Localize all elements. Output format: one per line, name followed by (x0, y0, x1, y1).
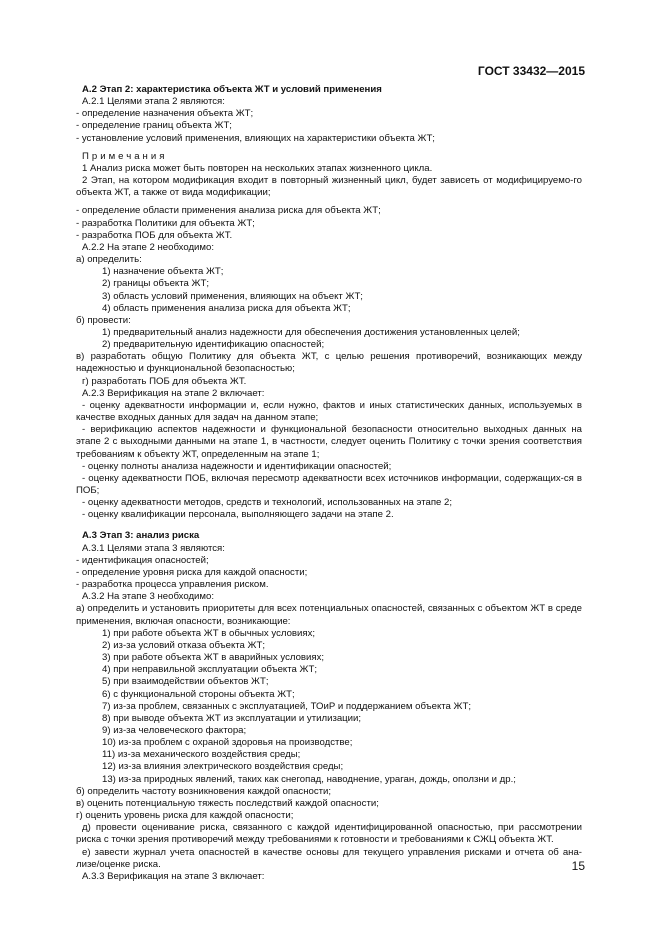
list-item: - разработка ПОБ для объекта ЖТ. (76, 229, 233, 241)
document-body (76, 84, 582, 883)
note: 2 Этап, на котором модификация входит в повторный жизненный цикл, будет зависеть от модифицируемо-го объекта ЖТ, а также от вида модификации; (76, 175, 582, 199)
list-item: - оценку полноты анализа надежности и идентификации опасностей; (82, 460, 392, 472)
list-item: - разработка Политики для объекта ЖТ; (76, 217, 255, 229)
list-item: б) провести: (76, 314, 131, 326)
list-item: 2) из-за условий отказа объекта ЖТ; (102, 639, 266, 651)
list-item: - установление условий применения, влияющих на характеристики объекта ЖТ; (76, 132, 435, 144)
note-heading: Примечания (82, 150, 168, 162)
list-item: 1) назначение объекта ЖТ; (102, 266, 224, 278)
list-item: - определение области применения анализа риска для объекта ЖТ; (76, 205, 381, 217)
list-item: 2) границы объекта ЖТ; (102, 278, 210, 290)
list-item: 4) при неправильной эксплуатации объекта ЖТ; (102, 664, 317, 676)
list-item: 9) из-за человеческого фактора; (102, 724, 247, 736)
list-item: 3) при работе объекта ЖТ в аварийных условиях; (102, 652, 325, 664)
paragraph: А.3.2 На этапе 3 необходимо: (82, 591, 215, 603)
list-item: - определение уровня риска для каждой опасности; (76, 566, 308, 578)
list-item: 12) из-за влияния электрического воздействия среды; (102, 761, 344, 773)
list-item: г) оценить уровень риска для каждой опасности; (76, 810, 294, 822)
list-item: 5) при взаимодействии объектов ЖТ; (102, 676, 269, 688)
list-item: д) провести оценивание риска, связанного с каждой идентифицированной опасностью, при рассмотрении риска с точки зрения противоречий между требованиями к готовности и требованиями к СЖЦ объекта ЖТ. (76, 822, 582, 846)
list-item: б) определить частоту возникновения каждой опасности; (76, 785, 332, 797)
list-item: 11) из-за механического воздействия среды; (102, 749, 301, 761)
list-item: а) определить: (76, 254, 142, 266)
page-number: 15 (571, 859, 585, 873)
list-item: - оценку адекватности методов, средств и технологий, использованных на этапе 2; (82, 497, 453, 509)
list-item: - оценку адекватности ПОБ, включая пересмотр адекватности всех источников информации, содержащих-ся в ПОБ; (76, 472, 582, 496)
list-item: в) оценить потенциальную тяжесть последствий каждой опасности; (76, 797, 379, 809)
note: 1 Анализ риска может быть повторен на нескольких этапах жизненного цикла. (82, 162, 433, 174)
list-item: 6) с функциональной стороны объекта ЖТ; (102, 688, 295, 700)
paragraph: А.3.1 Целями этапа 3 являются: (82, 542, 225, 554)
list-item: 8) при выводе объекта ЖТ из эксплуатации и утилизации; (102, 712, 362, 724)
list-item: г) разработать ПОБ для объекта ЖТ. (82, 375, 247, 387)
list-item: 2) предварительную идентификацию опасностей; (102, 339, 325, 351)
list-item: - определение назначения объекта ЖТ; (76, 108, 254, 120)
section-a2-heading: А.2 Этап 2: характеристика объекта ЖТ и условий применения (82, 84, 382, 95)
section-a3-heading: А.3 Этап 3: анализ риска (82, 530, 200, 542)
list-item: - идентификация опасностей; (76, 554, 209, 566)
list-item: 7) из-за проблем, связанных с эксплуатацией, ТОиР и поддержанием объекта ЖТ; (102, 700, 472, 712)
paragraph: А.2.3 Верификация на этапе 2 включает: (82, 387, 265, 399)
paragraph: а) определить и установить приоритеты для всех потенциальных опасностей, связанных с объектом ЖТ в среде применения, включая опасности, возникающие: (76, 603, 582, 627)
list-item: - определение границ объекта ЖТ; (76, 120, 232, 132)
paragraph: А.3.3 Верификация на этапе 3 включает: (82, 870, 265, 882)
list-item: 1) при работе объекта ЖТ в обычных условиях; (102, 627, 316, 639)
list-item: 10) из-за проблем с охраной здоровья на производстве; (102, 737, 353, 749)
list-item: - оценку квалификации персонала, выполняющего задачи на этапе 2. (82, 509, 394, 521)
list-item: 4) область применения анализа риска для объекта ЖТ; (102, 302, 351, 314)
list-item: - верификацию аспектов надежности и функциональной безопасности относительно выходных данных на этапе 2 с выходными данными на этапе 1, в частности, следует оценить Политику с точки зрения соответствия требованиям к объекту ЖТ, определенным на этапе 1; (76, 424, 582, 460)
list-item: е) завести журнал учета опасностей в качестве основы для текущего управления рисками и отчета об ана-лизе/оценке риска. (76, 846, 582, 870)
standard-header: ГОСТ 33432—2015 (477, 64, 585, 78)
list-item: - оценку адекватности информации и, если нужно, фактов и иных статистических данных, используемых в качестве входных данных для задач на данном этапе; (76, 399, 582, 424)
paragraph: в) разработать общую Политику для объекта ЖТ, с целью решения противоречий, возникающих между надежностью и функциональной безопасностью; (76, 351, 582, 375)
list-item: 3) область условий применения, влияющих на объект ЖТ; (102, 290, 363, 302)
list-item: 1) предварительный анализ надежности для обеспечения достижения установленных целей; (102, 326, 520, 338)
list-item: - разработка процесса управления риском. (76, 579, 269, 591)
paragraph: А.2.2 На этапе 2 необходимо: (82, 241, 215, 253)
list-item: 13) из-за природных явлений, таких как снегопад, наводнение, ураган, дождь, оползни и др.; (102, 773, 516, 785)
paragraph: А.2.1 Целями этапа 2 являются: (82, 96, 225, 108)
